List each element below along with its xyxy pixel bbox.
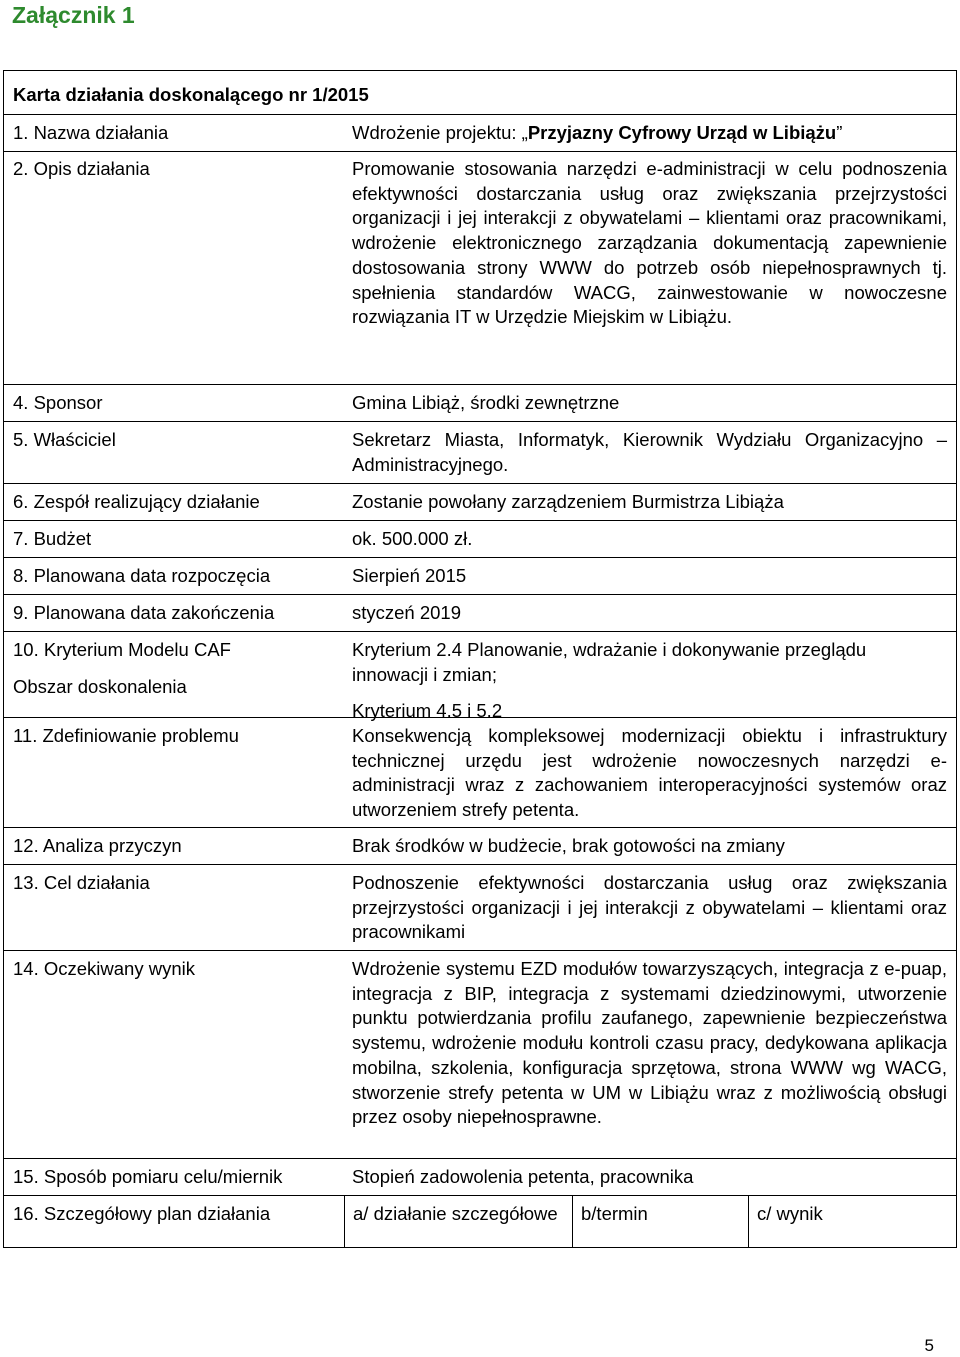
row-action-name [4, 115, 956, 152]
value-criterion-2: Kryterium 4.5 i 5.2 [352, 700, 503, 722]
row-goal [4, 865, 956, 951]
row-description [4, 152, 956, 385]
value-criterion-1: Kryterium 2.4 Planowanie, wdrażanie i dokonywanie przeglądu innowacji i zmian; [352, 639, 867, 685]
row-measurement [4, 1159, 956, 1196]
row-label: 15. Sposób pomiaru celu/miernik [13, 1166, 283, 1187]
row-label: 12. Analiza przyczyn [13, 835, 182, 856]
row-value: Wdrożenie systemu EZD modułów towarzyszących, integracja z e-puap, integracja z BIP, integracja z systemami dziedzinowymi, utworzenie punktu potwierdzania profilu zaufanego, zapewnienie bezpieczeństwa systemu, wdrożenie modułu kontroli czasu pracy, dedykowana aplikacja mobilna, szkolenia, konfiguracja sprzętowa, strona WWW wg WACG, stworzenie strefy petenta w UM w Libiążu wraz z możliwością obsługi przez osoby niepełnosprawne. [352, 958, 947, 1128]
value-suffix: ” [836, 122, 843, 143]
plan-columns [344, 1196, 956, 1247]
row-value: Brak środków w budżecie, brak gotowości na zmiany [352, 835, 785, 856]
row-label: 14. Oczekiwany wynik [13, 958, 195, 979]
row-label: 4. Sponsor [13, 392, 103, 413]
row-label: 6. Zespół realizujący działanie [13, 491, 260, 512]
row-label [4, 638, 344, 717]
card-title-row [4, 71, 956, 115]
row-value: styczeń 2019 [352, 602, 462, 623]
row-label: 11. Zdefiniowanie problemu [13, 725, 239, 746]
row-label: 7. Budżet [13, 528, 92, 549]
row-value [344, 121, 956, 151]
row-label: 5. Właściciel [13, 429, 116, 450]
row-budget [4, 521, 956, 558]
row-value [344, 638, 956, 722]
row-value: ok. 500.000 zł. [352, 528, 473, 549]
row-detailed-plan [4, 1196, 956, 1247]
row-value: Konsekwencją kompleksowej modernizacji obiektu i infrastruktury technicznej urzędu jest wdrożenie nowoczesnych narzędzi e-administracji wraz z zachowaniem interoperacyjności systemów oraz utworzeniem strefy petenta. [352, 725, 947, 821]
project-name: Przyjazny Cyfrowy Urząd w Libiążu [527, 122, 837, 143]
row-value: Gmina Libiąż, środki zewnętrzne [352, 392, 620, 413]
row-value: Podnoszenie efektywności dostarczania usług oraz zwiększania przejrzystości organizacji i jej interakcji z obywatelami – klientami oraz pracownikami [352, 872, 947, 943]
row-label: 9. Planowana data zakończenia [13, 602, 275, 623]
page-heading: Załącznik 1 [12, 2, 135, 28]
row-value: Promowanie stosowania narzędzi e-administracji w celu podnoszenia efektywności dostarczania usług oraz zwiększania przejrzystości organizacji i jej interakcji z obywatelami – klientami oraz pracownikami, wdrożenie elektronicznego zarządzania dokumentacją zapewnienie dostosowania strony WWW do potrzeb osób niepełnosprawnych tj. spełnienia standardów WACG, zainwestowanie w nowoczesne rozwiązania IT w Urzędzie Miejskim w Libiążu. [352, 158, 947, 328]
row-team [4, 484, 956, 521]
row-start-date [4, 558, 956, 595]
row-label: 1. Nazwa działania [13, 122, 169, 143]
row-owner [4, 422, 956, 484]
row-value: Zostanie powołany zarządzeniem Burmistrza Libiąża [352, 491, 784, 512]
card-title: Karta działania doskonalącego nr 1/2015 [13, 84, 369, 105]
row-value: Stopień zadowolenia petenta, pracownika [352, 1166, 694, 1187]
row-label: 13. Cel działania [13, 872, 150, 893]
row-sponsor [4, 385, 956, 422]
row-value: Sierpień 2015 [352, 565, 467, 586]
row-label: 16. Szczegółowy plan działania [13, 1203, 271, 1224]
plan-column-action: a/ działanie szczegółowe [344, 1196, 572, 1247]
row-cause-analysis [4, 828, 956, 865]
row-expected-result [4, 951, 956, 1159]
label-caf-criterion: 10. Kryterium Modelu CAF [13, 639, 231, 660]
value-prefix: Wdrożenie projektu: „ [352, 122, 528, 143]
plan-column-deadline: b/termin [572, 1196, 748, 1247]
row-label: 2. Opis działania [13, 158, 150, 179]
row-label: 8. Planowana data rozpoczęcia [13, 565, 271, 586]
row-value: Sekretarz Miasta, Informatyk, Kierownik Wydziału Organizacyjno – Administracyjnego. [352, 429, 947, 475]
row-caf-criterion [4, 632, 956, 722]
row-problem [4, 718, 956, 828]
action-card-table [3, 70, 957, 1248]
label-improvement-area: Obszar doskonalenia [13, 675, 187, 697]
page-number: 5 [924, 1336, 934, 1355]
row-end-date [4, 595, 956, 632]
plan-column-result: c/ wynik [748, 1196, 956, 1247]
